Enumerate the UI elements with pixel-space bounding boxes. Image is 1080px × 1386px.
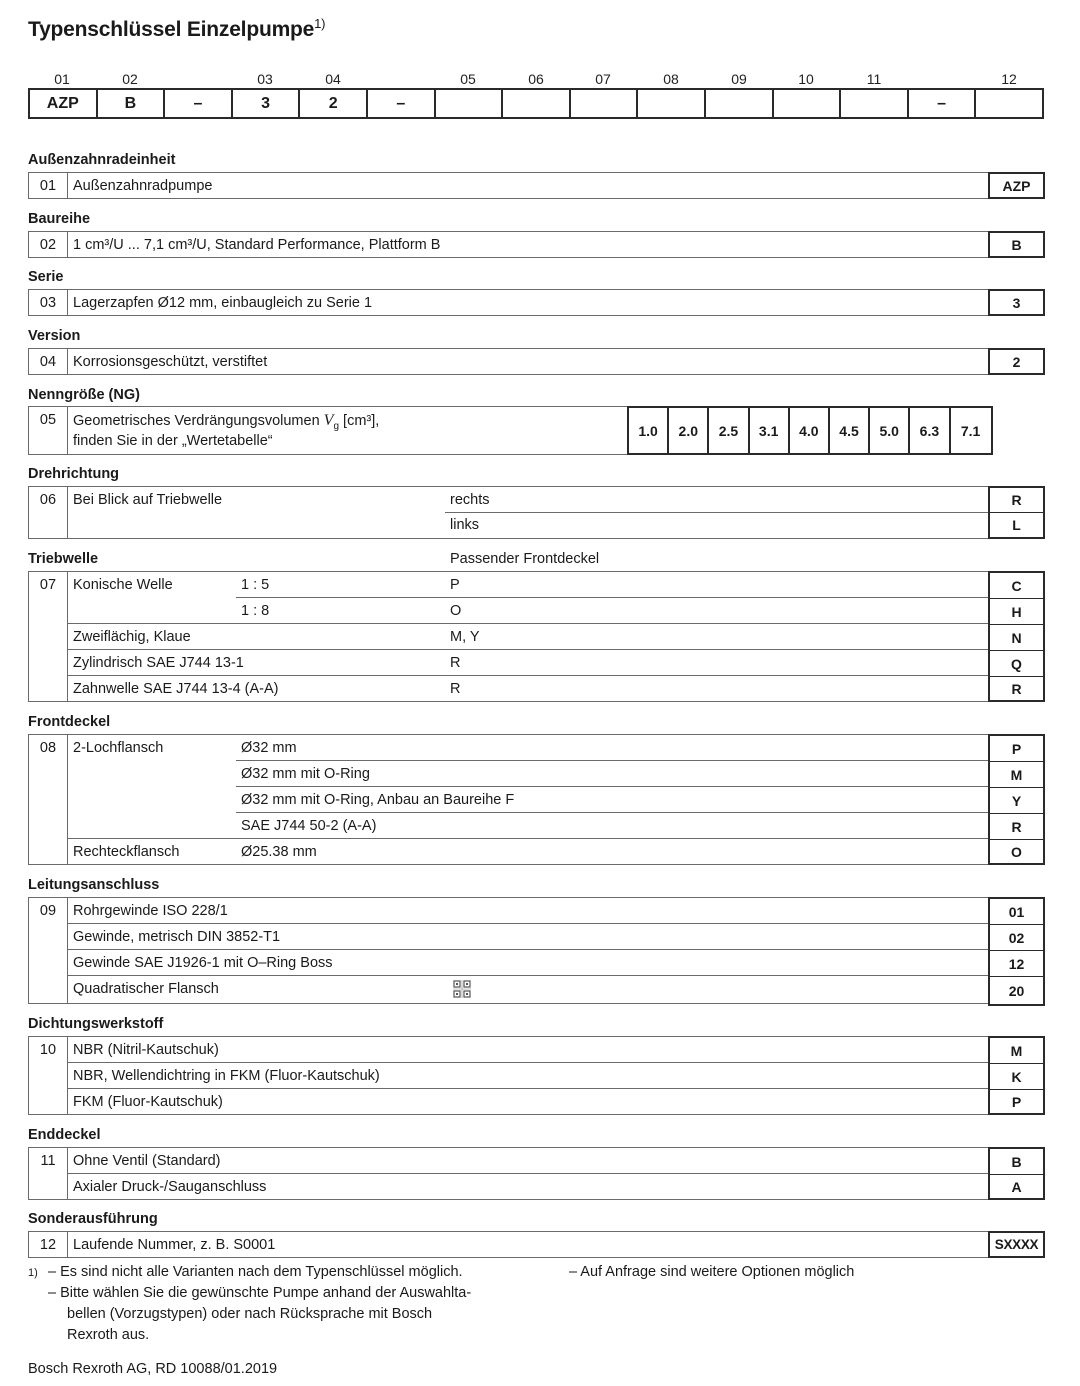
section-06-codes	[988, 486, 1045, 539]
option-code: SXXXX	[994, 1237, 1039, 1252]
section-11-codes	[988, 1147, 1045, 1200]
divider	[445, 512, 989, 513]
position-03: 03	[257, 71, 273, 87]
type-code-cell-12	[976, 90, 1042, 117]
option-text: Gewinde SAE J1926-1 mit O–Ring Boss	[73, 955, 333, 971]
type-code-strip	[28, 88, 1044, 119]
option-text: Laufende Nummer, z. B. S0001	[73, 1237, 276, 1253]
column-header-front-cover: Passender Frontdeckel	[450, 551, 600, 567]
type-code-separator: –	[368, 90, 436, 117]
option-code: O	[1011, 843, 1022, 860]
option-code: P	[990, 736, 1043, 762]
section-04-box	[28, 348, 990, 375]
option-code: 01	[990, 899, 1043, 925]
divider	[236, 760, 989, 761]
front-cover-value: O	[450, 603, 462, 619]
front-cover-value: P	[450, 577, 460, 593]
type-code-cell-10	[774, 90, 842, 117]
text: [cm³],	[339, 413, 380, 429]
option-text: Zahnwelle SAE J744 13-4 (A-A)	[73, 681, 279, 697]
section-number: 02	[29, 232, 68, 257]
size-option: 5.0	[870, 408, 910, 453]
page-title	[28, 16, 325, 42]
type-code-separator: –	[165, 90, 233, 117]
section-title-06: Drehrichtung	[28, 466, 120, 482]
size-option: 3.1	[750, 408, 790, 453]
footnote-line: Rexroth aus.	[67, 1327, 150, 1343]
option-subtext: 1 : 5	[241, 577, 270, 593]
divider	[68, 675, 989, 676]
size-option: 2.0	[669, 408, 709, 453]
size-option: 1.0	[629, 408, 669, 453]
position-07: 07	[595, 71, 611, 87]
option-subtext: Ø25.38 mm	[241, 844, 317, 860]
option-text: Korrosionsgeschützt, verstiftet	[73, 354, 268, 370]
option-text: Zylindrisch SAE J744 13-1	[73, 655, 244, 671]
option-code: 3	[1012, 294, 1021, 311]
type-code-cell-01: AZP	[30, 90, 98, 117]
front-cover-value: R	[450, 681, 461, 697]
option-text: Gewinde, metrisch DIN 3852-T1	[73, 929, 281, 945]
option-subtext: Ø32 mm mit O-Ring, Anbau an Baureihe F	[241, 792, 515, 808]
option-subtext: Ø32 mm	[241, 740, 297, 756]
section-08-box	[28, 734, 990, 865]
type-code-cell-11	[841, 90, 909, 117]
option-code: H	[990, 599, 1043, 625]
position-09: 09	[731, 71, 747, 87]
section-title-09: Leitungsanschluss	[28, 877, 160, 893]
footnote-line: bellen (Vorzugstypen) oder nach Rücksprache mit Bosch	[67, 1306, 433, 1322]
divider	[68, 838, 989, 839]
section-01-box	[28, 172, 990, 199]
option-code: 20	[1008, 982, 1025, 999]
option-text: NBR (Nitril-Kautschuk)	[73, 1042, 219, 1058]
section-07-box	[28, 571, 990, 702]
option-text: Quadratischer Flansch	[73, 981, 219, 997]
section-12-codes	[988, 1231, 1045, 1258]
position-05: 05	[460, 71, 476, 87]
section-08-codes	[988, 734, 1045, 865]
position-02: 02	[122, 71, 138, 87]
position-04: 04	[325, 71, 341, 87]
position-10: 10	[798, 71, 814, 87]
option-text: NBR, Wellendichtring in FKM (Fluor-Kautschuk)	[73, 1068, 380, 1084]
option-code: R	[990, 488, 1043, 513]
variable: V	[323, 412, 334, 429]
footnote-right: – Auf Anfrage sind weitere Optionen möglich	[569, 1264, 855, 1280]
option-text: Lagerzapfen Ø12 mm, einbaugleich zu Serie 1	[73, 295, 373, 311]
size-option: 4.5	[830, 408, 870, 453]
qr-code-icon	[453, 980, 471, 998]
option-code: P	[1011, 1093, 1022, 1110]
section-number: 04	[29, 349, 68, 374]
section-03-codes	[988, 289, 1045, 316]
size-option: 6.3	[910, 408, 950, 453]
section-02-codes	[988, 231, 1045, 258]
section-title-03: Serie	[28, 269, 64, 285]
option-code: K	[990, 1064, 1043, 1090]
section-title-04: Version	[28, 328, 81, 344]
section-number: 03	[29, 290, 68, 315]
section-12-box	[28, 1231, 990, 1258]
section-title-10: Dichtungswerkstoff	[28, 1016, 164, 1032]
section-number: 12	[29, 1232, 68, 1257]
title-footnote-marker: 1)	[314, 16, 326, 31]
section-10-box	[28, 1036, 990, 1115]
position-01: 01	[54, 71, 70, 87]
option-code: A	[1011, 1178, 1022, 1195]
nominal-size-options	[627, 406, 993, 455]
section-number: 05	[29, 407, 68, 454]
option-text-line1	[73, 412, 379, 432]
page-title-text: Typenschlüssel Einzelpumpe	[28, 18, 315, 41]
option-text: Konische Welle	[73, 577, 173, 593]
option-code: L	[1012, 517, 1021, 533]
position-12: 12	[1001, 71, 1017, 87]
option-text: Axialer Druck-/Sauganschluss	[73, 1179, 267, 1195]
type-code-cell-02: B	[98, 90, 166, 117]
option-code: N	[990, 625, 1043, 651]
option-subtext: Ø32 mm mit O-Ring	[241, 766, 370, 782]
section-title-08: Frontdeckel	[28, 714, 111, 730]
footnote-line: – Es sind nicht alle Varianten nach dem Typenschlüssel möglich.	[48, 1264, 463, 1280]
section-title-11: Enddeckel	[28, 1127, 101, 1143]
divider	[68, 1062, 989, 1063]
section-06-box	[28, 486, 990, 539]
option-code: M	[990, 762, 1043, 788]
position-11: 11	[866, 71, 882, 87]
footnote-marker: 1)	[28, 1267, 38, 1279]
option-code: 02	[990, 925, 1043, 951]
section-11-box	[28, 1147, 990, 1200]
section-03-box	[28, 289, 990, 316]
divider	[68, 949, 989, 950]
section-number: 07	[29, 572, 68, 701]
section-09-box	[28, 897, 990, 1004]
section-number: 09	[29, 898, 68, 1003]
footnote-line: – Bitte wählen Sie die gewünschte Pumpe anhand der Auswahlta-	[48, 1285, 472, 1301]
option-code: AZP	[1002, 177, 1031, 194]
option-text: Außenzahnradpumpe	[73, 178, 213, 194]
option-code: B	[1011, 236, 1022, 253]
type-code-cell-06	[503, 90, 571, 117]
option-code: B	[990, 1149, 1043, 1175]
position-08: 08	[663, 71, 679, 87]
size-option: 2.5	[709, 408, 749, 453]
divider	[68, 975, 989, 976]
option-subtext: SAE J744 50-2 (A-A)	[241, 818, 377, 834]
option-label: Bei Blick auf Triebwelle	[73, 492, 223, 508]
option-code: Y	[990, 788, 1043, 814]
divider	[68, 623, 989, 624]
size-option: 7.1	[960, 422, 981, 439]
section-title-02: Baureihe	[28, 211, 91, 227]
divider	[68, 923, 989, 924]
option-text: Rohrgewinde ISO 228/1	[73, 903, 228, 919]
divider	[68, 649, 989, 650]
section-title-01: Außenzahnradeinheit	[28, 152, 176, 168]
section-07-codes	[988, 571, 1045, 702]
position-06: 06	[528, 71, 544, 87]
option-text-line2: finden Sie in der „Wertetabelle“	[73, 433, 273, 449]
option-text: 2-Lochflansch	[73, 740, 164, 756]
type-code-separator: –	[909, 90, 977, 117]
option-text: FKM (Fluor-Kautschuk)	[73, 1094, 223, 1110]
option-subtext: 1 : 8	[241, 603, 270, 619]
type-code-cell-07	[571, 90, 639, 117]
section-title-07: Triebwelle	[28, 551, 99, 567]
divider	[236, 597, 989, 598]
type-code-cell-09	[706, 90, 774, 117]
option-text: 1 cm³/U ... 7,1 cm³/U, Standard Performance, Plattform B	[73, 237, 441, 253]
section-title-12: Sonderausführung	[28, 1211, 158, 1227]
variable-subscript: g	[333, 420, 340, 432]
type-code-cell-08	[638, 90, 706, 117]
option-code: R	[990, 814, 1043, 840]
type-code-cell-04: 2	[300, 90, 368, 117]
type-code-cell-05	[436, 90, 504, 117]
option-code: M	[990, 1038, 1043, 1064]
section-number: 01	[29, 173, 68, 198]
divider	[68, 1088, 989, 1089]
section-04-codes	[988, 348, 1045, 375]
section-09-codes	[988, 897, 1045, 1006]
divider	[68, 1173, 989, 1174]
section-number: 10	[29, 1037, 68, 1114]
option-code: C	[990, 573, 1043, 599]
section-number: 08	[29, 735, 68, 864]
option-code: R	[1011, 680, 1022, 697]
type-code-position-numbers	[28, 71, 1044, 89]
front-cover-value: M, Y	[450, 629, 480, 645]
front-cover-value: R	[450, 655, 461, 671]
divider	[236, 786, 989, 787]
option-text: rechts	[450, 492, 490, 508]
section-10-codes	[988, 1036, 1045, 1115]
divider	[236, 812, 989, 813]
size-option: 4.0	[790, 408, 830, 453]
section-01-codes	[988, 172, 1045, 199]
section-title-05: Nenngröße (NG)	[28, 387, 140, 403]
option-code: 12	[990, 951, 1043, 977]
section-05-box	[28, 406, 628, 455]
option-text: Ohne Ventil (Standard)	[73, 1153, 221, 1169]
document-imprint: Bosch Rexroth AG, RD 10088/01.2019	[28, 1361, 278, 1377]
option-code: 2	[1012, 353, 1021, 370]
section-number: 06	[29, 487, 68, 538]
option-text: Rechteckflansch	[73, 844, 180, 860]
option-text: Zweiflächig, Klaue	[73, 629, 191, 645]
option-text: links	[450, 517, 480, 533]
text: Geometrisches Verdrängungsvolumen	[73, 413, 324, 429]
section-02-box	[28, 231, 990, 258]
option-code: Q	[990, 651, 1043, 677]
section-number: 11	[29, 1148, 68, 1199]
type-code-cell-03: 3	[233, 90, 301, 117]
